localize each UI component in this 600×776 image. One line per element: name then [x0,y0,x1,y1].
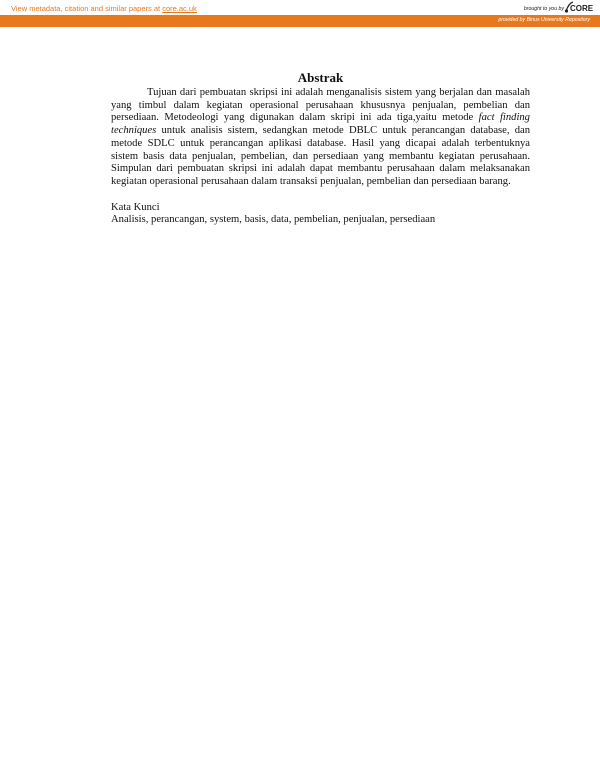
core-metadata-link[interactable] [11,4,197,13]
abstract-paragraph [111,87,530,189]
abstract-title: Abstrak [297,70,344,85]
provided-by-text: provided by Binus University Repository [498,17,590,23]
core-banner [0,0,600,27]
core-link-prefix: View metadata, citation and similar papers at [11,4,163,13]
abstract-italic-term: fact finding techniques [111,112,530,137]
brought-to-you-text: brought to you by [523,6,564,12]
core-logo[interactable] [564,1,594,14]
keywords-heading: Kata Kunci [111,201,160,213]
core-provider-band [0,15,600,27]
core-link-domain[interactable]: core.ac.uk [162,4,197,13]
core-top-strip [0,0,600,15]
document-page [111,70,530,227]
core-logo-text: CORE [570,4,594,13]
abstract-text-part1: Tujuan dari pembuatan skripsi ini adalah menganalisis sistem yang berjalan dan masalah yang timbul dalam kegiatan operasional perusahaan khususnya penjualan, pembelian dan persediaan. Metodeologi yang digunakan dalam skripi ini ada tiga,yaitu metode [111,87,530,124]
abstract-text-part2: untuk analisis sistem, sedangkan metode DBLC untuk perancangan database, dan metode SDLC untuk perancangan aplikasi database. Hasil yang dicapai adalah terbentuknya sistem basis data penjualan, pembelian, dan persediaan yang membantu kegiatan perusahaan. Simpulan dari pembuatan skripsi ini adalah dapat membantu perusahaan dalam melaksanakan kegiatan operasional perusahaan dalam transaksi penjualan, pembelian dan persediaan barang. [111,125,530,187]
keywords-list: Analisis, perancangan, system, basis, data, pembelian, penjualan, persediaan [111,214,436,226]
